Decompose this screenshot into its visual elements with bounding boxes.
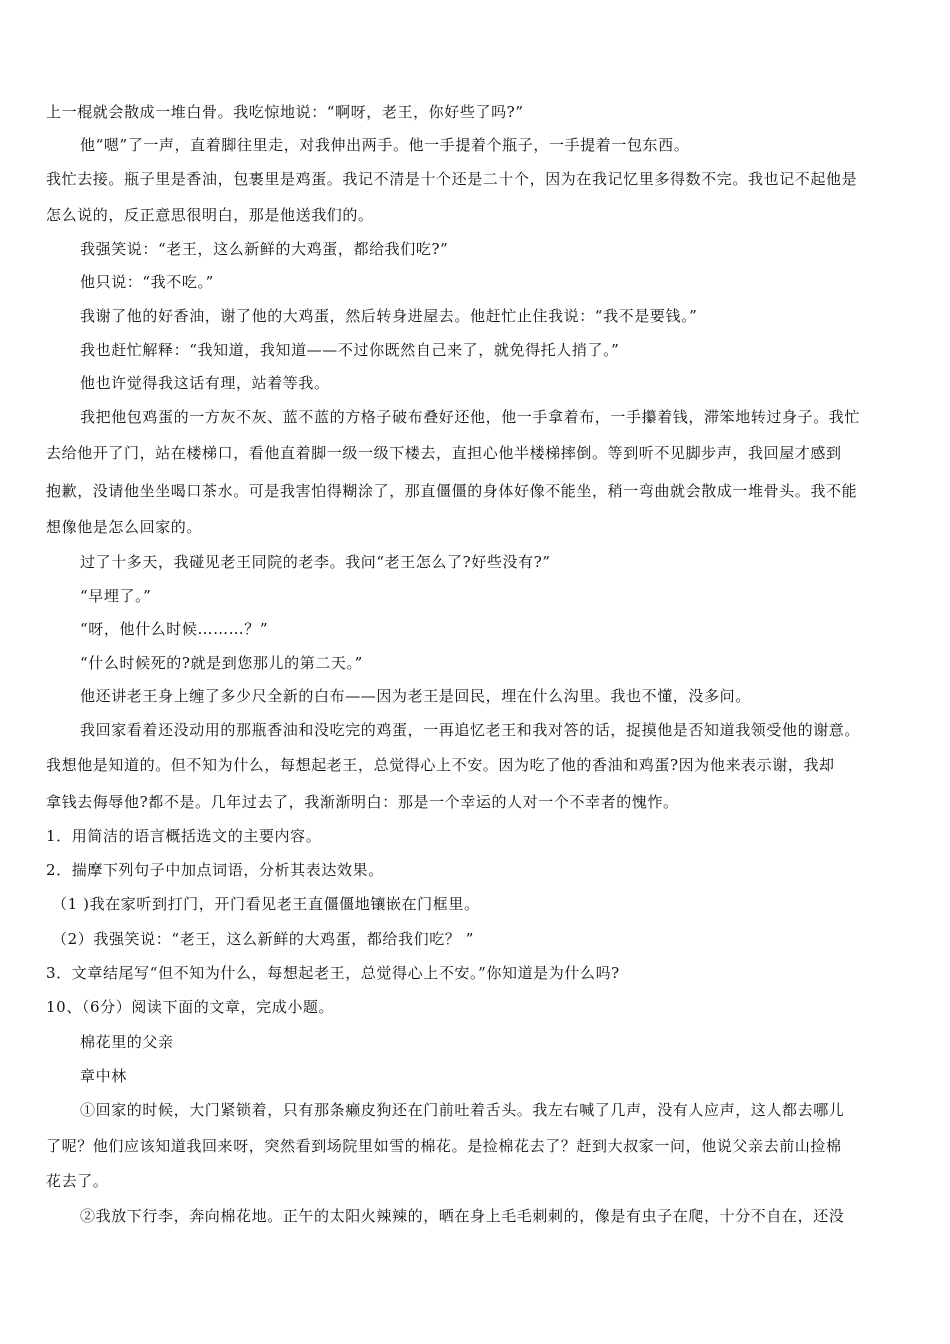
section-heading: 10、（6分）阅读下面的文章，完成小题。	[46, 998, 335, 1016]
text-line: 拿钱去侮辱他?都不是。几年过去了，我渐渐明白：那是一个幸运的人对一个不幸者的愧怍。	[46, 793, 679, 811]
article-title: 棉花里的父亲	[80, 1033, 174, 1051]
text-line: ②我放下行李，奔向棉花地。正午的太阳火辣辣的，晒在身上毛毛刺刺的，像是有虫子在爬，十分不自在，还没	[80, 1207, 845, 1225]
text-line: 我谢了他的好香油，谢了他的大鸡蛋，然后转身进屋去。他赶忙止住我说：“我不是要钱。”	[80, 307, 698, 325]
text-line: 去给他开了门，站在楼梯口，看他直着脚一级一级下楼去，直担心他半楼梯摔倒。等到听不见脚步声，我回屋才感到	[46, 444, 842, 462]
question-item: 1．用简洁的语言概括选文的主要内容。	[46, 827, 322, 845]
question-subitem: （2）我强笑说：“老王，这么新鲜的大鸡蛋，都给我们吃？ ”	[52, 930, 475, 948]
question-item: 3．文章结尾写“但不知为什么，每想起老王，总觉得心上不安。”你知道是为什么吗?	[46, 964, 620, 982]
text-line: 过了十多天，我碰见老王同院的老李。我问“老王怎么了?好些没有?”	[80, 553, 551, 571]
text-line: 我忙去接。瓶子里是香油，包裹里是鸡蛋。我记不清是十个还是二十个，因为在我记忆里多得数不完。我也记不起他是	[46, 170, 858, 188]
text-line: 他“嗯”了一声，直着脚往里走，对我伸出两手。他一手提着个瓶子，一手提着一包东西。	[80, 136, 690, 154]
text-line: 我回家看着还没动用的那瓶香油和没吃完的鸡蛋，一再追忆老王和我对答的话，捉摸他是否知道我领受他的谢意。	[80, 721, 861, 739]
text-line: 上一棍就会散成一堆白骨。我吃惊地说：“啊呀，老王，你好些了吗?”	[46, 103, 524, 121]
question-item: 2．揣摩下列句子中加点词语，分析其表达效果。	[46, 861, 384, 879]
text-line: 他也许觉得我这话有理，站着等我。	[80, 374, 330, 392]
text-line: 我强笑说：“老王，这么新鲜的大鸡蛋，都给我们吃?”	[80, 240, 449, 258]
text-line: 他只说：“我不吃。”	[80, 273, 214, 291]
text-line: “什么时候死的?就是到您那儿的第二天。”	[80, 654, 363, 672]
text-line: “呀，他什么时候………？”	[80, 620, 269, 638]
text-line: “早埋了。”	[80, 587, 152, 605]
text-line: 花去了。	[46, 1172, 109, 1190]
text-line: 我也赶忙解释：“我知道，我知道——不过你既然自己来了，就免得托人捎了。”	[80, 341, 620, 359]
text-line: 抱歉，没请他坐坐喝口茶水。可是我害怕得糊涂了，那直僵僵的身体好像不能坐，稍一弯曲就会散成一堆骨头。我不能	[46, 482, 858, 500]
text-line: 我想他是知道的。但不知为什么，每想起老王，总觉得心上不安。因为吃了他的香油和鸡蛋?因为他来表示谢，我却	[46, 756, 835, 774]
text-line: 怎么说的，反正意思很明白，那是他送我们的。	[46, 206, 374, 224]
text-line: 想像他是怎么回家的。	[46, 518, 203, 536]
text-line: 了呢？他们应该知道我回来呀，突然看到场院里如雪的棉花。是捡棉花去了？赶到大叔家一问，他说父亲去前山捡棉	[46, 1137, 842, 1155]
text-line: ①回家的时候，大门紧锁着，只有那条癞皮狗还在门前吐着舌头。我左右喊了几声，没有人应声，这人都去哪儿	[80, 1101, 845, 1119]
article-author: 章中林	[80, 1067, 127, 1085]
question-subitem: （1 )我在家听到打门，开门看见老王直僵僵地镶嵌在门框里。	[52, 895, 480, 913]
text-line: 我把他包鸡蛋的一方灰不灰、蓝不蓝的方格子破布叠好还他，他一手拿着布，一手攥着钱，滞笨地转过身子。我忙	[80, 408, 861, 426]
text-line: 他还讲老王身上缠了多少尺全新的白布——因为老王是回民，埋在什么沟里。我也不懂，没多问。	[80, 687, 751, 705]
